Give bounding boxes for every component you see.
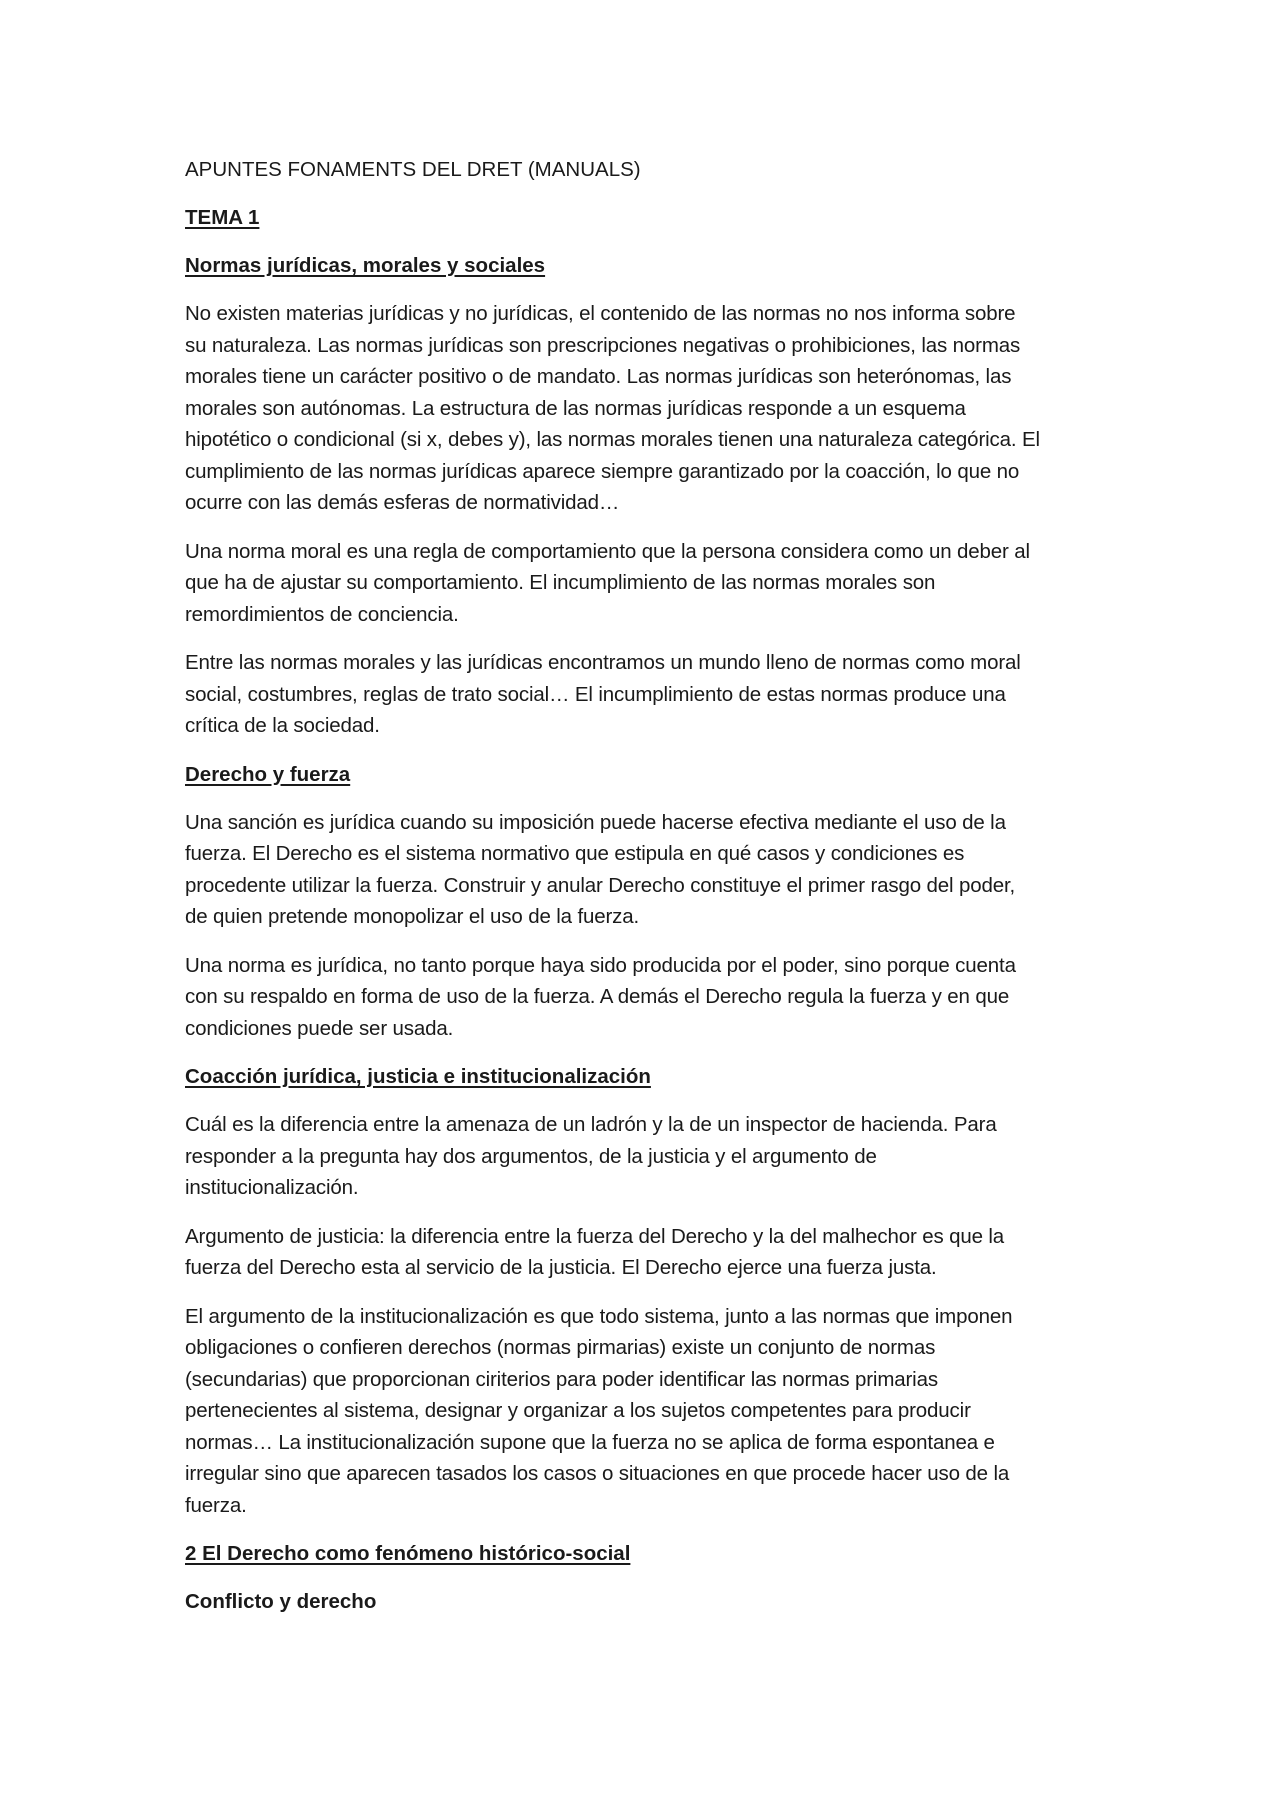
paragraph: [185, 1301, 1105, 1522]
section-heading: Normas jurídicas, morales y sociales: [185, 254, 546, 277]
text-line: (secundarias) que proporcionan ciriterios para poder identificar las normas primarias: [185, 1367, 938, 1391]
paragraph: [185, 647, 1105, 742]
paragraph: [185, 1109, 1105, 1204]
text-line: Una norma es jurídica, no tanto porque haya sido producida por el poder, sino porque cuenta: [185, 953, 1016, 977]
text-line: de quien pretende monopolizar el uso de la fuerza.: [185, 905, 640, 928]
text-line: El argumento de la institucionalización es que todo sistema, junto a las normas que imponen: [185, 1304, 1013, 1328]
section-heading: Coacción jurídica, justicia e institucionalización: [185, 1065, 651, 1088]
text-line: morales tiene un carácter positivo o de mandato. Las normas jurídicas son heterónomas, las: [185, 365, 1012, 388]
text-line: irregular sino que aparecen tasados los casos o situaciones en que procede hacer uso de la: [185, 1462, 1010, 1485]
paragraph: [185, 536, 1105, 631]
text-line: fuerza.: [185, 1493, 247, 1517]
text-line: crítica de la sociedad.: [185, 714, 380, 737]
text-line: Cuál es la diferencia entre la amenaza de un ladrón y la de un inspector de hacienda. Para: [185, 1113, 997, 1136]
paragraph: [185, 298, 1105, 519]
tema-heading: TEMA 1: [185, 206, 260, 229]
text-line: normas… La institucionalización supone que la fuerza no se aplica de forma espontanea e: [185, 1430, 995, 1454]
section-normas: [185, 250, 1105, 742]
text-line: cumplimiento de las normas jurídicas aparece siempre garantizado por la coacción, lo que no: [185, 459, 1020, 483]
text-line: pertenecientes al sistema, designar y organizar a los sujetos competentes para producir: [185, 1399, 971, 1422]
paragraph: [185, 807, 1105, 933]
section-derecho-fuerza: [185, 759, 1105, 1045]
text-line: su naturaleza. Las normas jurídicas son prescripciones negativas o prohibiciones, las normas: [185, 333, 1021, 357]
paragraph: [185, 1221, 1105, 1284]
section-heading: Derecho y fuerza: [185, 762, 351, 786]
text-line: que ha de ajustar su comportamiento. El incumplimiento de las normas morales son: [185, 571, 936, 594]
text-line: institucionalización.: [185, 1176, 359, 1199]
text-line: obligaciones o confieren derechos (normas pirmarias) existe un conjunto de normas: [185, 1336, 936, 1359]
text-line: responder a la pregunta hay dos argumentos, de la justicia y el argumento de: [185, 1144, 877, 1168]
text-line: fuerza del Derecho esta al servicio de la justicia. El Derecho ejerce una fuerza justa.: [185, 1256, 937, 1279]
text-line: Una sanción es jurídica cuando su imposición puede hacerse efectiva mediante el uso de la: [185, 810, 1006, 834]
text-line: morales son autónomas. La estructura de las normas jurídicas responde a un esquema: [185, 396, 966, 420]
document-page: [185, 154, 1105, 1634]
text-line: con su respaldo en forma de uso de la fuerza. A demás el Derecho regula la fuerza y en que: [185, 985, 1010, 1008]
text-line: No existen materias jurídicas y no jurídicas, el contenido de las normas no nos informa sobre: [185, 302, 1016, 325]
text-line: Entre las normas morales y las jurídicas encontramos un mundo lleno de normas como moral: [185, 651, 1021, 674]
subheading: Conflicto y derecho: [185, 1590, 377, 1613]
text-line: social, costumbres, reglas de trato social… El incumplimiento de estas normas produce una: [185, 682, 1006, 706]
text-line: fuerza. El Derecho es el sistema normativo que estipula en qué casos y condiciones es: [185, 842, 965, 865]
section-coaccion: [185, 1061, 1105, 1521]
text-line: condiciones puede ser usada.: [185, 1016, 454, 1040]
paragraph: [185, 950, 1105, 1045]
text-line: procedente utilizar la fuerza. Construir y anular Derecho constituye el primer rasgo del poder,: [185, 873, 1016, 897]
text-line: hipotético o condicional (si x, debes y), las normas morales tienen una naturaleza categórica. El: [185, 428, 1040, 451]
chapter-heading: 2 El Derecho como fenómeno histórico-social: [185, 1542, 631, 1565]
document-title: APUNTES FONAMENTS DEL DRET (MANUALS): [185, 158, 641, 181]
text-line: ocurre con las demás esferas de normatividad…: [185, 491, 620, 514]
text-line: Una norma moral es una regla de comportamiento que la persona considera como un deber al: [185, 539, 1030, 563]
text-line: remordimientos de conciencia.: [185, 602, 459, 626]
text-line: Argumento de justicia: la diferencia entre la fuerza del Derecho y la del malhechor es que la: [185, 1224, 1005, 1248]
